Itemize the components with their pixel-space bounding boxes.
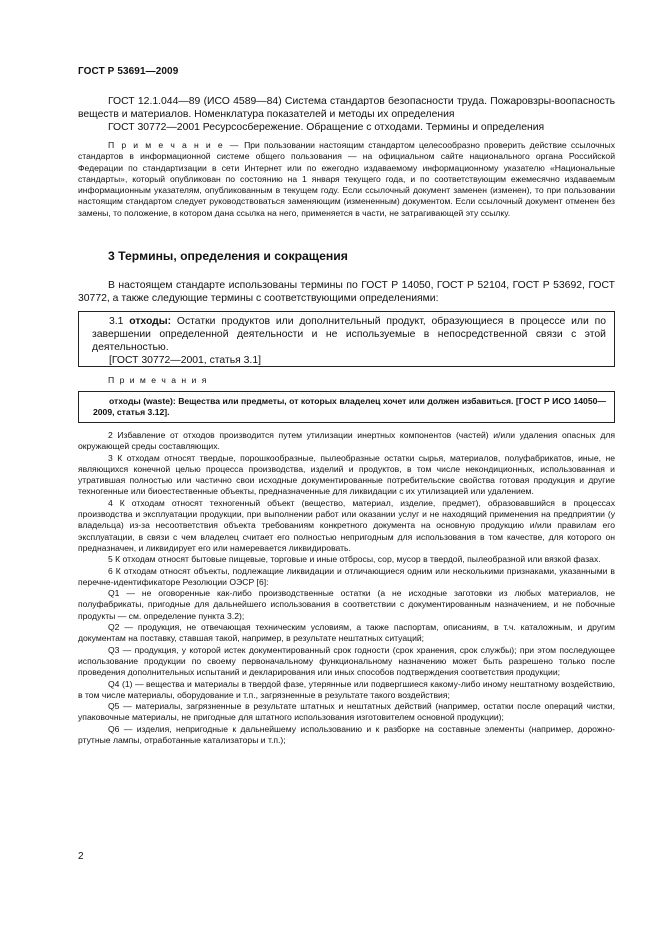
- note-q6: Q6 — изделия, непригодные к дальнейшему использованию и к разборке на составные элементы (например, дорожно-ртутные лампы, отработанные катализаторы и т.п.);: [78, 723, 615, 746]
- normative-references: [78, 95, 615, 134]
- notes-heading: [78, 375, 615, 386]
- note-5: 5 К отходам относят бытовые пищевые, торговые и иные отбросы, сор, мусор в твердой, пылеобразной или вязкой фазах.: [108, 554, 601, 565]
- note-q4: Q4 (1) — вещества и материалы в твердой фазе, утерянные или подвергшиеся какому-либо иному нештатному воздействию, в том числе материалы, оборудование и т.п., загрязненные в результате такого воздействия;: [78, 678, 615, 700]
- note-6: 6 К отходам относят объекты, подлежащие ликвидации и отличающиеся одним или несколькими признаками, указанными в перечне-идентификаторе Резолюции ОЭСР [6]:: [78, 565, 615, 587]
- section-3-intro: [78, 279, 615, 305]
- notes-label: П р и м е ч а н и я: [108, 375, 208, 385]
- reference-gost-30772: ГОСТ 30772—2001 Ресурсосбережение. Обращение с отходами. Термины и определения: [108, 122, 545, 133]
- note-q5: Q5 — материалы, загрязненные в результате штатных и нештатных действий (например, остатки после операций чистки, упаковочные материалы, не пригодные для штатного использования изготовителем основной продукции);: [78, 701, 615, 723]
- note-1-box: [78, 391, 615, 423]
- notes-list: [78, 430, 615, 746]
- reference-gost-12-1-044: ГОСТ 12.1.044—89 (ИСО 4589—84) Система стандартов безопасности труда. Пожаровзры-воопасность веществ и материалов. Номенклатура показателей и методы их определения: [78, 96, 615, 120]
- term-source: [ГОСТ 30772—2001, статья 3.1]: [109, 355, 261, 366]
- note-3: 3 К отходам относят твердые, порошкообразные, пылеобразные остатки сырья, материалов, полуфабрикатов, иные, не являющихся конечной целью процесса производства, изделий и продуктов, в том числе некондиционных, использованная и утратившая полностью или частично свои исходные документированные потребительские свойства готовая продукция и другие техногенные или биоестественные объекты, предназначенные для ликвидации с их утилизацией или удалением.: [78, 452, 615, 497]
- note-2: 2 Избавление от отходов производится путем утилизации инертных компонентов (частей) и/или удаления опасных для окружающей среды составляющих.: [78, 430, 615, 452]
- term-name: отходы:: [129, 316, 172, 327]
- references-note: [78, 140, 615, 219]
- note-label: П р и м е ч а н и е —: [108, 140, 240, 150]
- note-q3: Q3 — продукция, у которой истек документированный срок годности (срок хранения, срок службы); при этом последующее использование продукции по своему первоначальному функциональному назначению может быть разрешено только после проведения дополнительных испытаний и декларирования или иных способов подтверждения соответствия продукции;: [78, 644, 615, 678]
- term-number: 3.1: [109, 316, 124, 327]
- note-1-text: отходы (waste): Вещества или предметы, от которых владелец хочет или должен избавиться. [ГОСТ Р ИСО 14050—2009, статья 3.12].: [93, 396, 606, 418]
- note-text: При пользовании настоящим стандартом целесообразно проверить действие ссылочных стандартов в информационной системе общего пользования — на официальном сайте национального органа Российской Федерации по стандартизации в сети Интернет или по ежегодно издаваемому информационному указателю «Национальные стандарты», который опубликован по состоянию на 1 января текущего года, и по соответствующим ежемесячно издаваемым информационным указателям, опубликованным в текущем году. Если ссылочный документ заменен (изменен), то при пользовании настоящим стандартом следует руководствоваться заменяющим (измененным) документом. Если ссылочный документ отменен без замены, то положение, в котором дана ссылка на него, применяется в части, не затрагивающей эту ссылку.: [78, 140, 615, 218]
- note-q1: Q1 — не оговоренные как-либо производственные остатки (а не исходные заготовки из любых материалов, не полуфабрикаты, пригодные для дальнейшего использования в соответствии с документированным назначением, и не побочные продукты — см. определение пункта 3.2);: [78, 588, 615, 621]
- note-q2: Q2 — продукция, не отвечающая техническим условиям, а также паспортам, описаниям, в т.ч. каталожным, и другим документам на поставку, ставшая такой, например, в результате нештатных ситуаций;: [78, 622, 615, 644]
- note-4: 4 К отходам относят техногенный объект (вещество, материал, изделие, предмет), образовавшийся в процессах производства и эксплуатации продукции, при выполнении работ или оказании услуг и не находящий применения на предприятии (у владельца) из-за несоответствия объекта требованиям конкретного документа на основную продукцию и/или правилам его эксплуатации, в связи с чем владелец считает его полностью непригодным для использования в том качестве, для которого он предназначен, и ликвидирует его или намеревается ликвидировать.: [78, 497, 615, 553]
- section-3-title: 3 Термины, определения и сокращения: [108, 249, 348, 263]
- page-number: 2: [78, 851, 84, 862]
- document-header: ГОСТ Р 53691—2009: [78, 66, 179, 77]
- section-intro-text: В настоящем стандарте использованы термины по ГОСТ Р 14050, ГОСТ Р 52104, ГОСТ Р 53692, ГОСТ 30772, а также следующие термины с соответствующими определениями:: [78, 280, 615, 304]
- term-definition: Остатки продуктов или дополнительный продукт, образующиеся в процессе или по завершении определенной деятельности и не используемые в непосредственной связи с этой деятельностью.: [92, 316, 606, 353]
- term-3-1-box: [78, 311, 615, 367]
